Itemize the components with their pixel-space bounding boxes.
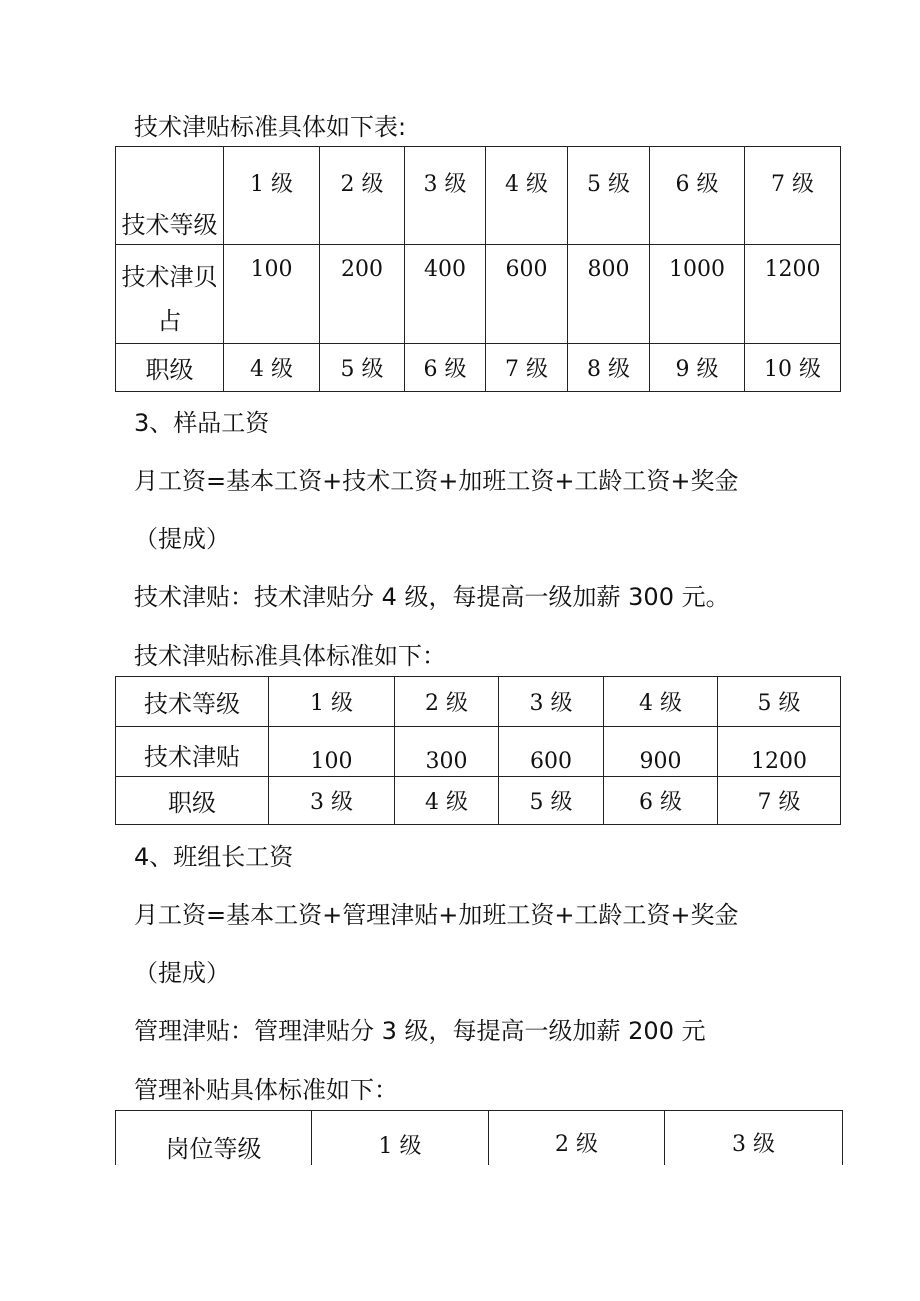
row-label-position-grade: 岗位等级 <box>116 1111 312 1166</box>
table1-allowance-row <box>116 245 841 344</box>
rank-cell: 7 级 <box>486 344 568 392</box>
row-label-tech-grade: 技术等级 <box>116 147 224 245</box>
rank-cell: 4 级 <box>224 344 320 392</box>
table3-clip <box>113 1109 843 1165</box>
allowance-cell: 400 <box>405 245 486 344</box>
rank-cell: 5 级 <box>320 344 405 392</box>
table2-grade-row <box>116 677 841 727</box>
grade-cell: 3 级 <box>665 1111 843 1166</box>
allowance-cell: 100 <box>269 727 395 777</box>
grade-cell: 4 级 <box>486 147 568 245</box>
section4-formula-note: （提成） <box>134 959 230 987</box>
grade-cell: 1 级 <box>312 1111 489 1166</box>
table2-allowance-row <box>116 727 841 777</box>
section4-heading: 4、班组长工资 <box>134 843 294 871</box>
section4-allowance-desc: 管理津贴：管理津贴分 3 级，每提高一级加薪 200 元 <box>134 1017 706 1045</box>
allowance-cell: 800 <box>568 245 650 344</box>
table1-rank-row <box>116 344 841 392</box>
grade-cell: 3 级 <box>499 677 604 727</box>
rank-cell: 5 级 <box>499 777 604 825</box>
allowance-cell: 100 <box>224 245 320 344</box>
allowance-cell: 1200 <box>745 245 841 344</box>
rank-cell: 9 级 <box>650 344 745 392</box>
rank-cell: 7 级 <box>718 777 841 825</box>
table1-intro: 技术津贴标准具体如下表: <box>134 113 407 141</box>
section3-formula: 月工资=基本工资+技术工资+加班工资+工龄工资+奖金 <box>134 467 739 495</box>
table3-grade-row <box>116 1111 843 1166</box>
allowance-cell: 300 <box>395 727 499 777</box>
table3-intro: 管理补贴具体标准如下： <box>134 1076 398 1104</box>
rank-cell: 6 级 <box>604 777 718 825</box>
table1-grade-row <box>116 147 841 245</box>
row-label-rank: 职级 <box>116 777 269 825</box>
allowance-cell: 200 <box>320 245 405 344</box>
table2-intro: 技术津贴标准具体标准如下： <box>134 642 446 670</box>
grade-cell: 6 级 <box>650 147 745 245</box>
grade-cell: 5 级 <box>568 147 650 245</box>
rank-cell: 3 级 <box>269 777 395 825</box>
grade-cell: 4 级 <box>604 677 718 727</box>
rank-cell: 4 级 <box>395 777 499 825</box>
section4-formula: 月工资=基本工资+管理津贴+加班工资+工龄工资+奖金 <box>134 901 739 929</box>
grade-cell: 5 级 <box>718 677 841 727</box>
grade-cell: 2 级 <box>320 147 405 245</box>
row-label-tech-grade: 技术等级 <box>116 677 269 727</box>
table2-rank-row <box>116 777 841 825</box>
grade-cell: 1 级 <box>224 147 320 245</box>
grade-cell: 2 级 <box>395 677 499 727</box>
section3-formula-note: （提成） <box>134 525 230 553</box>
section3-allowance-desc: 技术津贴：技术津贴分 4 级，每提高一级加薪 300 元。 <box>134 583 730 611</box>
allowance-cell: 600 <box>499 727 604 777</box>
row-label-tech-allowance: 技术津贴 <box>116 727 269 777</box>
tech-allowance-table-2 <box>115 676 841 825</box>
grade-cell: 3 级 <box>405 147 486 245</box>
row-label-tech-allowance: 技术津贝 占 <box>116 245 224 344</box>
section3-heading: 3、样品工资 <box>134 409 270 437</box>
allowance-cell: 1000 <box>650 245 745 344</box>
grade-cell: 7 级 <box>745 147 841 245</box>
allowance-cell: 900 <box>604 727 718 777</box>
allowance-cell: 1200 <box>718 727 841 777</box>
rank-cell: 10 级 <box>745 344 841 392</box>
management-allowance-table <box>115 1110 843 1165</box>
rank-cell: 8 级 <box>568 344 650 392</box>
row-label-rank: 职级 <box>116 344 224 392</box>
grade-cell: 1 级 <box>269 677 395 727</box>
grade-cell: 2 级 <box>489 1111 665 1166</box>
rank-cell: 6 级 <box>405 344 486 392</box>
tech-allowance-table-1 <box>115 146 841 392</box>
allowance-cell: 600 <box>486 245 568 344</box>
